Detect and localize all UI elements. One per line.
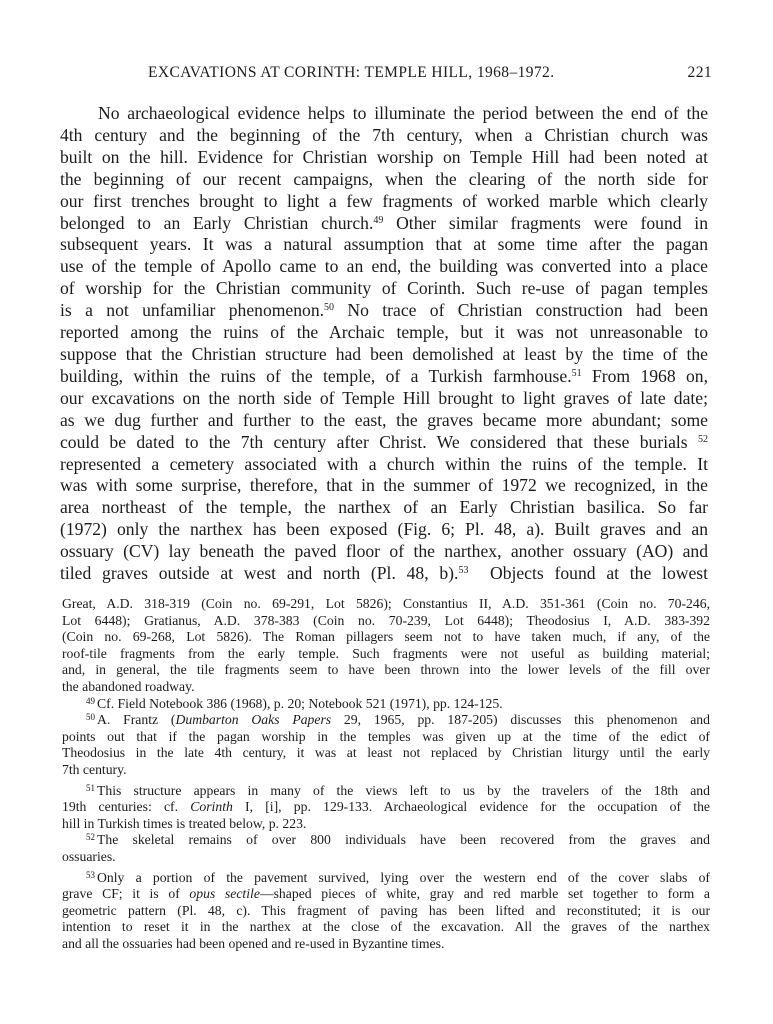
- body-text-segment: could be dated to the 7th century after Christ. We considered that these burials: [60, 431, 688, 452]
- body-line: of worship for the Christian community of Corinth. Such re-use of pagan temples: [60, 278, 708, 299]
- body-line: as we dug further and further to the east, the graves became more abundant; some: [60, 409, 708, 430]
- footnote-continuation-line: roof-tile fragments from the early temple. Such fragments were not useful as building material;: [62, 645, 710, 661]
- footnote-text: 29, 1965, pp. 187-205) discusses this phenomenon and: [331, 712, 710, 728]
- footnote-ref-51[interactable]: 51: [571, 367, 582, 379]
- footnote-number: 52: [86, 832, 95, 843]
- footnote-52: [62, 832, 710, 849]
- footnotes: [62, 596, 710, 952]
- footnote-line: and all the ossuaries had been opened and re-used in Byzantine times.: [62, 935, 445, 951]
- footnote-line: intention to reset it in the narthex at the close of the excavation. All the graves of the narthex: [62, 919, 710, 935]
- body-text-segment: From 1968 on,: [581, 365, 708, 386]
- body-line: our first trenches brought to light a few fragments of worked marble which clearly: [60, 190, 708, 211]
- body-line: represented a cemetery associated with a church within the ruins of the temple. It: [60, 453, 708, 474]
- body-line: built on the hill. Evidence for Christian worship on Temple Hill had been noted at: [60, 146, 708, 167]
- footnote-continuation-line: (Coin no. 69-268, Lot 5826). The Roman pillagers seem not to have taken much, if any, of the: [62, 629, 710, 645]
- body-line: ossuary (CV) lay beneath the paved floor of the narthex, another ossuary (AO) and: [60, 541, 708, 562]
- footnote-line: hill in Turkish times is treated below, p. 223.: [62, 815, 307, 831]
- footnote-line: [62, 886, 710, 903]
- body-text-segment: belonged to an Early Christian church.: [60, 212, 374, 233]
- running-header: [62, 64, 712, 86]
- body-line: reported among the ruins of the Archaic temple, but it was not unreasonable to: [60, 322, 708, 343]
- body-line: [60, 213, 708, 235]
- footnote-text: grave CF; it is of: [62, 886, 190, 902]
- body-line: use of the temple of Apollo came to an end, the building was converted into a place: [60, 256, 708, 277]
- footnote-53: [62, 870, 710, 887]
- body-line: [60, 563, 708, 585]
- body-line: suppose that the Christian structure had been demolished at least by the time of the: [60, 343, 708, 364]
- body-text-segment: tiled graves outside at west and north (Pl. 48, b).: [60, 563, 459, 584]
- footnote-number: 53: [86, 869, 95, 880]
- footnote-continuation-line: Great, A.D. 318-319 (Coin no. 69-291, Lot 5826); Constantius II, A.D. 351-361 (Coin no. 70-246,: [62, 596, 710, 611]
- body-line: area northeast of the temple, the narthex of an Early Christian basilica. So far: [60, 497, 708, 518]
- footnote-text: A. Frantz (: [97, 712, 176, 728]
- body-line: 4th century and the beginning of the 7th century, when a Christian church was: [60, 124, 708, 145]
- book-title: Corinth: [190, 799, 233, 815]
- footnote-continuation-line: and, in general, the tile fragments seem to have been thrown into the lower levels of the fill over: [62, 662, 710, 678]
- footnote-50: [62, 712, 710, 729]
- footnote-text: —shaped pieces of white, gray and red marble set together to form a: [259, 886, 710, 902]
- footnote-51: [62, 783, 710, 800]
- footnote-continuation-line: Lot 6448); Gratianus, A.D. 378-383 (Coin no. 70-239, Lot 6448); Theodosius I, A.D. 383-392: [62, 612, 710, 628]
- footnote-ref-53[interactable]: 53: [458, 565, 469, 577]
- footnote-ref-52[interactable]: 52: [698, 433, 708, 445]
- journal-title: Dumbarton Oaks Papers: [175, 712, 332, 728]
- footnote-line: 7th century.: [62, 761, 127, 777]
- body-line: our excavations on the north side of Temple Hill brought to light graves of late date;: [60, 387, 708, 408]
- body-line: [60, 366, 708, 388]
- footnote-number: 51: [86, 782, 95, 793]
- body-text-segment: No trace of Christian construction had been: [334, 300, 708, 321]
- technique-term: opus sectile: [189, 886, 260, 902]
- body-line: the beginning of our recent campaigns, when the clearing of the north side for: [60, 168, 708, 189]
- running-title: EXCAVATIONS AT CORINTH: TEMPLE HILL, 1968–1972.: [148, 64, 555, 81]
- footnote-text: Cf. Field Notebook 386 (1968), p. 20; Notebook 521 (1971), pp. 124-125.: [97, 695, 503, 711]
- footnote-line: geometric pattern (Pl. 48, c). This fragment of paving has been lifted and reconstituted; it is our: [62, 902, 710, 918]
- footnote-text: I, [i], pp. 129-133. Archaeological evidence for the occupation of the: [232, 799, 710, 815]
- body-line: [60, 432, 708, 454]
- footnote-ref-49[interactable]: 49: [373, 214, 384, 226]
- footnote-text: The skeletal remains of over 800 individuals have been recovered from the graves and: [97, 832, 710, 848]
- page-number: 221: [687, 64, 712, 81]
- body-text-segment: Objects found at the lowest: [489, 563, 708, 584]
- footnote-text: 19th centuries: cf.: [62, 799, 191, 815]
- footnote-ref-50[interactable]: 50: [324, 302, 335, 314]
- main-text: [60, 103, 708, 585]
- body-line: subsequent years. It was a natural assumption that at some time after the pagan: [60, 234, 708, 255]
- footnote-number: 50: [86, 712, 95, 723]
- footnote-49: [62, 696, 710, 713]
- footnote-line: ossuaries.: [62, 848, 116, 864]
- body-line: No archaeological evidence helps to illuminate the period between the end of the: [98, 103, 708, 123]
- footnote-line: points out that if the pagan worship in the temples was given up at the time of the edict of: [62, 728, 710, 744]
- footnote-number: 49: [86, 695, 95, 706]
- body-text-segment: building, within the ruins of the temple, of a Turkish farmhouse.: [60, 365, 572, 386]
- footnote-continuation-line: the abandoned roadway.: [62, 678, 195, 694]
- footnote-line: Theodosius in the late 4th century, it was at least not replaced by Christian liturgy until the early: [62, 745, 710, 761]
- body-text-segment: Other similar fragments were found in: [383, 212, 708, 233]
- footnote-text: Only a portion of the pavement survived, lying over the western end of the cover slabs of: [97, 869, 710, 885]
- body-line: was with some surprise, therefore, that in the summer of 1972 we recognized, in the: [60, 475, 708, 496]
- body-text-segment: is a not unfamiliar phenomenon.: [60, 300, 325, 321]
- footnote-line: [62, 799, 710, 816]
- body-line: (1972) only the narthex has been exposed (Fig. 6; Pl. 48, a). Built graves and an: [60, 519, 708, 540]
- footnote-text: This structure appears in many of the views left to us by the travelers of the 18th and: [97, 782, 710, 798]
- body-line: [60, 300, 708, 322]
